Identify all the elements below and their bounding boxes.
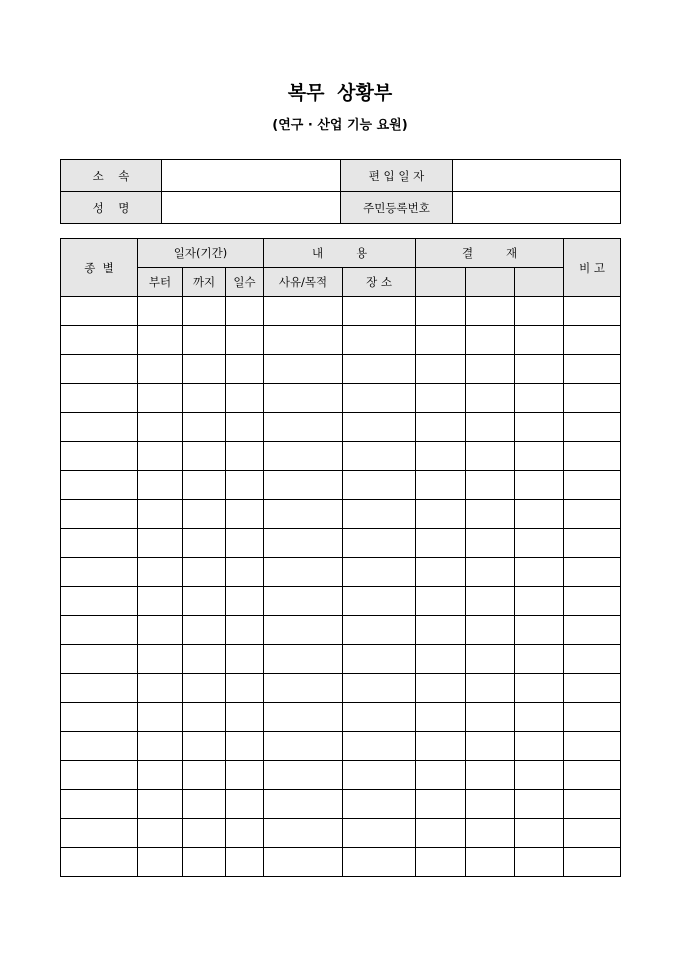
to-cell[interactable] (183, 500, 226, 529)
place-header: 장 소 (343, 268, 416, 297)
affiliation-field[interactable] (162, 160, 341, 192)
approval-1-cell[interactable] (416, 674, 466, 703)
remarks-cell[interactable] (564, 500, 621, 529)
days-cell[interactable] (226, 587, 264, 616)
to-cell[interactable] (183, 384, 226, 413)
to-cell[interactable] (183, 297, 226, 326)
from-header: 부터 (138, 268, 183, 297)
place-cell[interactable] (343, 674, 416, 703)
remarks-cell[interactable] (564, 703, 621, 732)
table-row (61, 442, 621, 471)
to-cell[interactable] (183, 326, 226, 355)
approval-3-cell[interactable] (515, 848, 564, 877)
approval-2-cell[interactable] (466, 587, 515, 616)
name-field[interactable] (162, 192, 341, 224)
days-cell[interactable] (226, 500, 264, 529)
type-cell[interactable] (61, 616, 138, 645)
approval-2-cell[interactable] (466, 703, 515, 732)
to-header: 까지 (183, 268, 226, 297)
reason-cell[interactable] (264, 674, 343, 703)
remarks-cell[interactable] (564, 558, 621, 587)
remarks-cell[interactable] (564, 761, 621, 790)
reason-cell[interactable] (264, 761, 343, 790)
type-cell[interactable] (61, 413, 138, 442)
table-row (61, 645, 621, 674)
table-row (61, 703, 621, 732)
approval-3-cell[interactable] (515, 384, 564, 413)
from-cell[interactable] (138, 587, 183, 616)
table-row (61, 529, 621, 558)
remarks-cell[interactable] (564, 848, 621, 877)
info-row-name (61, 192, 621, 224)
table-row (61, 384, 621, 413)
remarks-cell[interactable] (564, 384, 621, 413)
approval-3-cell[interactable] (515, 819, 564, 848)
approval-3-cell[interactable] (515, 587, 564, 616)
reason-cell[interactable] (264, 732, 343, 761)
from-cell[interactable] (138, 703, 183, 732)
type-cell[interactable] (61, 500, 138, 529)
remarks-cell[interactable] (564, 674, 621, 703)
approval-1-cell[interactable] (416, 558, 466, 587)
place-cell[interactable] (343, 413, 416, 442)
type-cell[interactable] (61, 297, 138, 326)
from-cell[interactable] (138, 819, 183, 848)
approval-2-cell[interactable] (466, 558, 515, 587)
from-cell[interactable] (138, 384, 183, 413)
days-cell[interactable] (226, 703, 264, 732)
approval-3-cell[interactable] (515, 674, 564, 703)
approval-1-cell[interactable] (416, 529, 466, 558)
days-cell[interactable] (226, 616, 264, 645)
type-cell[interactable] (61, 326, 138, 355)
approval-3-cell[interactable] (515, 703, 564, 732)
approval-2-cell[interactable] (466, 645, 515, 674)
approval-2-cell[interactable] (466, 500, 515, 529)
to-cell[interactable] (183, 558, 226, 587)
days-cell[interactable] (226, 848, 264, 877)
approval-3-cell[interactable] (515, 616, 564, 645)
remarks-cell[interactable] (564, 529, 621, 558)
approval-3-cell[interactable] (515, 761, 564, 790)
table-row (61, 413, 621, 442)
table-row (61, 500, 621, 529)
to-cell[interactable] (183, 761, 226, 790)
approval-1-cell[interactable] (416, 442, 466, 471)
approval-2-cell[interactable] (466, 529, 515, 558)
reason-cell[interactable] (264, 384, 343, 413)
table-row (61, 355, 621, 384)
approval-3-cell[interactable] (515, 732, 564, 761)
from-cell[interactable] (138, 500, 183, 529)
info-row-affiliation (61, 160, 621, 192)
place-cell[interactable] (343, 500, 416, 529)
type-cell[interactable] (61, 848, 138, 877)
reason-cell[interactable] (264, 558, 343, 587)
approval-2-cell[interactable] (466, 848, 515, 877)
name-label: 성 명 (61, 192, 162, 224)
approval-3-cell[interactable] (515, 355, 564, 384)
type-cell[interactable] (61, 442, 138, 471)
approval-2-cell[interactable] (466, 442, 515, 471)
period-header: 일자(기간) (138, 239, 264, 268)
place-cell[interactable] (343, 645, 416, 674)
remarks-cell[interactable] (564, 732, 621, 761)
remarks-cell[interactable] (564, 616, 621, 645)
to-cell[interactable] (183, 703, 226, 732)
place-cell[interactable] (343, 616, 416, 645)
reason-cell[interactable] (264, 790, 343, 819)
approval-1-cell[interactable] (416, 848, 466, 877)
approval-2-cell[interactable] (466, 819, 515, 848)
from-cell[interactable] (138, 616, 183, 645)
days-header: 일수 (226, 268, 264, 297)
approval-1-cell[interactable] (416, 616, 466, 645)
from-cell[interactable] (138, 355, 183, 384)
approval-2-cell[interactable] (466, 384, 515, 413)
place-cell[interactable] (343, 297, 416, 326)
content-header: 내 용 (264, 239, 416, 268)
to-cell[interactable] (183, 732, 226, 761)
approval-1-cell[interactable] (416, 819, 466, 848)
remarks-cell[interactable] (564, 326, 621, 355)
approval-1-cell[interactable] (416, 326, 466, 355)
approval-1-cell[interactable] (416, 384, 466, 413)
days-cell[interactable] (226, 297, 264, 326)
approval-3-cell[interactable] (515, 790, 564, 819)
to-cell[interactable] (183, 645, 226, 674)
remarks-cell[interactable] (564, 645, 621, 674)
place-cell[interactable] (343, 326, 416, 355)
approval-header: 결 재 (416, 239, 564, 268)
days-cell[interactable] (226, 413, 264, 442)
reason-cell[interactable] (264, 819, 343, 848)
type-cell[interactable] (61, 645, 138, 674)
approval-1-cell[interactable] (416, 355, 466, 384)
place-cell[interactable] (343, 384, 416, 413)
type-cell[interactable] (61, 384, 138, 413)
document-subtitle: (연구 · 산업 기능 요원) (272, 118, 408, 133)
reason-cell[interactable] (264, 500, 343, 529)
from-cell[interactable] (138, 674, 183, 703)
days-cell[interactable] (226, 326, 264, 355)
days-cell[interactable] (226, 355, 264, 384)
affiliation-label: 소 속 (61, 160, 162, 192)
reason-cell[interactable] (264, 848, 343, 877)
from-cell[interactable] (138, 326, 183, 355)
type-header: 종 별 (61, 239, 138, 297)
reason-cell[interactable] (264, 529, 343, 558)
place-cell[interactable] (343, 761, 416, 790)
approval-1-cell[interactable] (416, 500, 466, 529)
table-row (61, 587, 621, 616)
days-cell[interactable] (226, 645, 264, 674)
place-cell[interactable] (343, 587, 416, 616)
approval-2-cell[interactable] (466, 616, 515, 645)
reason-cell[interactable] (264, 703, 343, 732)
approval-1-cell[interactable] (416, 703, 466, 732)
approval-1-cell[interactable] (416, 471, 466, 500)
to-cell[interactable] (183, 616, 226, 645)
approval-2-cell[interactable] (466, 355, 515, 384)
from-cell[interactable] (138, 761, 183, 790)
to-cell[interactable] (183, 790, 226, 819)
table-row (61, 471, 621, 500)
place-cell[interactable] (343, 529, 416, 558)
join-date-label: 편 입 일 자 (341, 160, 453, 192)
from-cell[interactable] (138, 529, 183, 558)
resident-no-label: 주민등록번호 (341, 192, 453, 224)
header-row-1 (61, 239, 621, 268)
reason-cell[interactable] (264, 355, 343, 384)
table-row (61, 558, 621, 587)
remarks-cell[interactable] (564, 442, 621, 471)
approval-cell-2 (466, 268, 515, 297)
from-cell[interactable] (138, 297, 183, 326)
days-cell[interactable] (226, 471, 264, 500)
to-cell[interactable] (183, 355, 226, 384)
table-row (61, 326, 621, 355)
document-title: 복무 상황부 (287, 82, 393, 104)
approval-3-cell[interactable] (515, 413, 564, 442)
from-cell[interactable] (138, 645, 183, 674)
approval-2-cell[interactable] (466, 732, 515, 761)
reason-cell[interactable] (264, 413, 343, 442)
from-cell[interactable] (138, 413, 183, 442)
place-cell[interactable] (343, 819, 416, 848)
remarks-cell[interactable] (564, 819, 621, 848)
remarks-cell[interactable] (564, 790, 621, 819)
approval-1-cell[interactable] (416, 790, 466, 819)
place-cell[interactable] (343, 471, 416, 500)
days-cell[interactable] (226, 558, 264, 587)
header-row-2 (61, 268, 621, 297)
type-cell[interactable] (61, 471, 138, 500)
approval-3-cell[interactable] (515, 558, 564, 587)
place-cell[interactable] (343, 442, 416, 471)
days-cell[interactable] (226, 384, 264, 413)
reason-cell[interactable] (264, 326, 343, 355)
table-body (61, 297, 621, 877)
days-cell[interactable] (226, 819, 264, 848)
type-cell[interactable] (61, 819, 138, 848)
days-cell[interactable] (226, 674, 264, 703)
resident-no-field[interactable] (453, 192, 621, 224)
approval-cell-1 (416, 268, 466, 297)
approval-3-cell[interactable] (515, 297, 564, 326)
type-cell[interactable] (61, 529, 138, 558)
from-cell[interactable] (138, 790, 183, 819)
remarks-cell[interactable] (564, 297, 621, 326)
approval-cell-3 (515, 268, 564, 297)
info-table (60, 159, 621, 224)
join-date-field[interactable] (453, 160, 621, 192)
to-cell[interactable] (183, 471, 226, 500)
place-cell[interactable] (343, 558, 416, 587)
remarks-header: 비 고 (564, 239, 621, 297)
table-row (61, 790, 621, 819)
type-cell[interactable] (61, 587, 138, 616)
place-cell[interactable] (343, 790, 416, 819)
to-cell[interactable] (183, 848, 226, 877)
table-row (61, 297, 621, 326)
from-cell[interactable] (138, 558, 183, 587)
reason-cell[interactable] (264, 442, 343, 471)
reason-cell[interactable] (264, 616, 343, 645)
approval-3-cell[interactable] (515, 471, 564, 500)
type-cell[interactable] (61, 703, 138, 732)
type-cell[interactable] (61, 761, 138, 790)
reason-cell[interactable] (264, 645, 343, 674)
reason-cell[interactable] (264, 297, 343, 326)
reason-cell[interactable] (264, 471, 343, 500)
approval-3-cell[interactable] (515, 645, 564, 674)
approval-1-cell[interactable] (416, 645, 466, 674)
days-cell[interactable] (226, 529, 264, 558)
days-cell[interactable] (226, 790, 264, 819)
approval-3-cell[interactable] (515, 326, 564, 355)
approval-2-cell[interactable] (466, 413, 515, 442)
table-row (61, 674, 621, 703)
place-cell[interactable] (343, 355, 416, 384)
approval-2-cell[interactable] (466, 674, 515, 703)
approval-3-cell[interactable] (515, 529, 564, 558)
place-cell[interactable] (343, 703, 416, 732)
to-cell[interactable] (183, 529, 226, 558)
approval-1-cell[interactable] (416, 761, 466, 790)
reason-header: 사유/목적 (264, 268, 343, 297)
table-row (61, 761, 621, 790)
approval-1-cell[interactable] (416, 587, 466, 616)
to-cell[interactable] (183, 819, 226, 848)
remarks-cell[interactable] (564, 587, 621, 616)
table-row (61, 848, 621, 877)
from-cell[interactable] (138, 442, 183, 471)
days-cell[interactable] (226, 442, 264, 471)
from-cell[interactable] (138, 848, 183, 877)
type-cell[interactable] (61, 732, 138, 761)
remarks-cell[interactable] (564, 355, 621, 384)
from-cell[interactable] (138, 471, 183, 500)
place-cell[interactable] (343, 732, 416, 761)
type-cell[interactable] (61, 558, 138, 587)
days-cell[interactable] (226, 732, 264, 761)
table-row (61, 732, 621, 761)
approval-2-cell[interactable] (466, 790, 515, 819)
type-cell[interactable] (61, 790, 138, 819)
approval-3-cell[interactable] (515, 500, 564, 529)
approval-1-cell[interactable] (416, 297, 466, 326)
approval-2-cell[interactable] (466, 471, 515, 500)
remarks-cell[interactable] (564, 471, 621, 500)
approval-3-cell[interactable] (515, 442, 564, 471)
type-cell[interactable] (61, 355, 138, 384)
approval-2-cell[interactable] (466, 326, 515, 355)
to-cell[interactable] (183, 674, 226, 703)
duty-status-table (60, 238, 621, 877)
approval-1-cell[interactable] (416, 413, 466, 442)
to-cell[interactable] (183, 442, 226, 471)
to-cell[interactable] (183, 587, 226, 616)
table-row (61, 819, 621, 848)
days-cell[interactable] (226, 761, 264, 790)
table-row (61, 616, 621, 645)
type-cell[interactable] (61, 674, 138, 703)
approval-1-cell[interactable] (416, 732, 466, 761)
remarks-cell[interactable] (564, 413, 621, 442)
reason-cell[interactable] (264, 587, 343, 616)
to-cell[interactable] (183, 413, 226, 442)
place-cell[interactable] (343, 848, 416, 877)
from-cell[interactable] (138, 732, 183, 761)
approval-2-cell[interactable] (466, 761, 515, 790)
approval-2-cell[interactable] (466, 297, 515, 326)
